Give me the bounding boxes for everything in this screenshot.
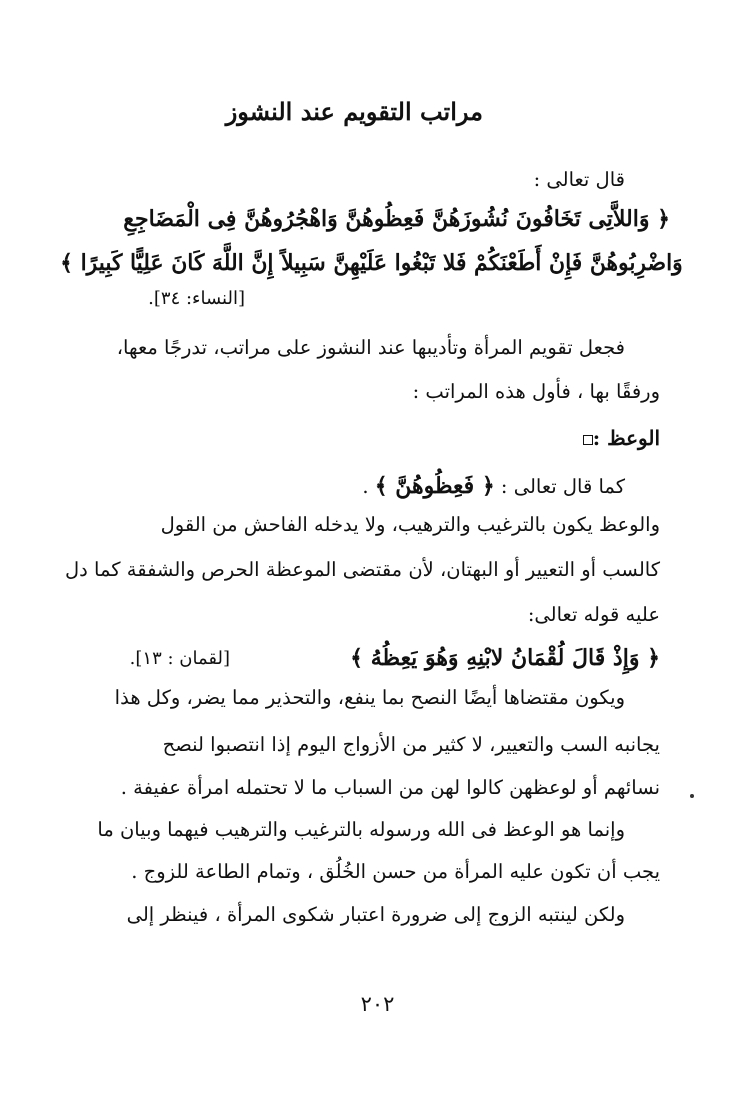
para2-suffix: .	[362, 475, 369, 498]
verse2-text: ﴿ وَإِذْ قَالَ لُقْمَانُ لابْنِهِ وَهُوَ يَعِظُهُ ﴾	[350, 645, 660, 671]
para2	[362, 475, 625, 497]
para4-line2: يجانبه السب والتعيير، لا كثير من الأزواج اليوم إذا انتصبوا لنصح	[162, 733, 660, 756]
margin-dot	[690, 794, 694, 798]
para2-prefix: كما قال تعالى :	[500, 475, 625, 498]
heading-text: الوعظ :	[592, 426, 660, 450]
para4-line1: ويكون مقتضاها أيضًا النصح بما ينفع، والتحذير مما يضر، وكل هذا	[114, 686, 625, 709]
para6-line1: ولكن لينتبه الزوج إلى ضرورة اعتبار شكوى المرأة ، فينظر إلى	[126, 903, 625, 926]
verse1-citation: [النساء: ٣٤].	[148, 288, 245, 309]
para3-line1: والوعظ يكون بالترغيب والترهيب، ولا يدخله الفاحش من القول	[160, 513, 660, 536]
para5-line2: يجب أن تكون عليه المرأة من حسن الخُلُق ، وتمام الطاعة للزوج .	[131, 860, 660, 883]
para1-line2: ورفقًا بها ، فأول هذه المراتب :	[412, 380, 660, 403]
verse1-line1: ﴿ وَاللاَّتِى تَخَافُونَ نُشُوزَهُنَّ فَعِظُوهُنَّ وَاهْجُرُوهُنَّ فِى الْمَضَاجِعِ	[123, 206, 670, 232]
para3-line2: كالسب أو التعيير أو البهتان، لأن مقتضى الموعظة الحرص والشفقة كما دل	[65, 558, 660, 581]
para4-line3: نسائهم أو لوعظهن كالوا لهن من السباب ما لا تحتمله امرأة عفيفة .	[120, 776, 660, 799]
para3-line3: عليه قوله تعالى:	[527, 603, 660, 626]
square-bullet-icon	[583, 435, 593, 445]
verse2-citation: [لقمان : ١٣].	[129, 648, 230, 669]
para5-line1: وإنما هو الوعظ فى الله ورسوله بالترغيب والترهيب فيهما وبيان ما	[97, 818, 625, 841]
verse-intro: قال تعالى :	[533, 168, 625, 191]
verse1-line2: وَاضْرِبُوهُنَّ فَإِنْ أَطَعْنَكُمْ فَلا تَبْغُوا عَلَيْهِنَّ سَبِيلاً إِنَّ اللَّهَ كَانَ عَلِيًّا كَبِيرًا ﴾	[60, 250, 683, 276]
page-number: ٢٠٢	[360, 992, 395, 1016]
para1-line1: فجعل تقويم المرأة وتأديبها عند النشوز على مراتب، تدرجًا معها،	[116, 336, 625, 359]
page-title: مراتب التقويم عند النشوز	[225, 97, 483, 126]
para2-verse: ﴿ فَعِظُوهُنَّ ﴾	[374, 473, 495, 499]
section-heading	[577, 428, 660, 448]
